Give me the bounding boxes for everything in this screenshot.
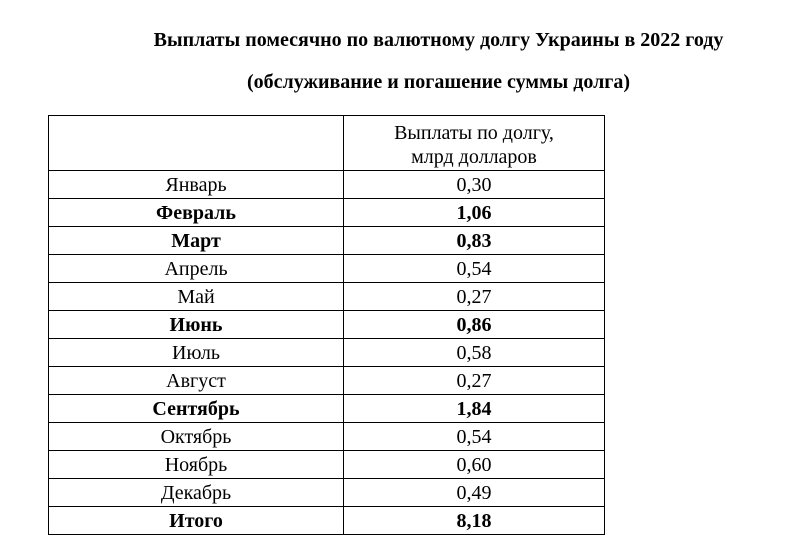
table-row: [49, 171, 605, 199]
month-cell: Октябрь: [49, 423, 344, 451]
month-cell: Сентябрь: [49, 395, 344, 423]
table-row: [49, 255, 605, 283]
month-cell: Декабрь: [49, 479, 344, 507]
table-row: [49, 479, 605, 507]
payment-value-cell: 0,27: [344, 283, 605, 311]
header-month-cell: [49, 116, 344, 171]
payment-value-cell: 0,54: [344, 255, 605, 283]
header-payments-line1: Выплаты по долгу,: [394, 122, 554, 144]
table-row: [49, 311, 605, 339]
payment-value-cell: 0,83: [344, 227, 605, 255]
payment-value-cell: 0,54: [344, 423, 605, 451]
payment-value-cell: 0,27: [344, 367, 605, 395]
table-row: [49, 283, 605, 311]
month-cell: Апрель: [49, 255, 344, 283]
debt-payments-table: [48, 115, 605, 535]
table-row: [49, 339, 605, 367]
month-cell: Июнь: [49, 311, 344, 339]
document-title: Выплаты помесячно по валютному долгу Украины в 2022 году: [153, 29, 724, 51]
month-cell: Май: [49, 283, 344, 311]
table-header-row: [49, 116, 605, 171]
month-cell: Итого: [49, 507, 344, 535]
month-cell: Март: [49, 227, 344, 255]
table-row: [49, 227, 605, 255]
month-cell: Август: [49, 367, 344, 395]
table-body: [49, 171, 605, 535]
payment-value-cell: 0,60: [344, 451, 605, 479]
table-row: [49, 367, 605, 395]
table-row: [49, 395, 605, 423]
table-row: [49, 423, 605, 451]
payment-value-cell: 0,58: [344, 339, 605, 367]
payment-value-cell: 1,84: [344, 395, 605, 423]
table-row: [49, 507, 605, 535]
payment-value-cell: 0,86: [344, 311, 605, 339]
month-cell: Ноябрь: [49, 451, 344, 479]
header-payments-cell: [344, 116, 605, 171]
month-cell: Июль: [49, 339, 344, 367]
month-cell: Январь: [49, 171, 344, 199]
header-payments-line2: млрд долларов: [411, 146, 537, 168]
document-subtitle: (обслуживание и погашение суммы долга): [246, 71, 631, 93]
payment-value-cell: 8,18: [344, 507, 605, 535]
payment-value-cell: 1,06: [344, 199, 605, 227]
table-row: [49, 199, 605, 227]
table-row: [49, 451, 605, 479]
month-cell: Февраль: [49, 199, 344, 227]
payment-value-cell: 0,49: [344, 479, 605, 507]
payment-value-cell: 0,30: [344, 171, 605, 199]
